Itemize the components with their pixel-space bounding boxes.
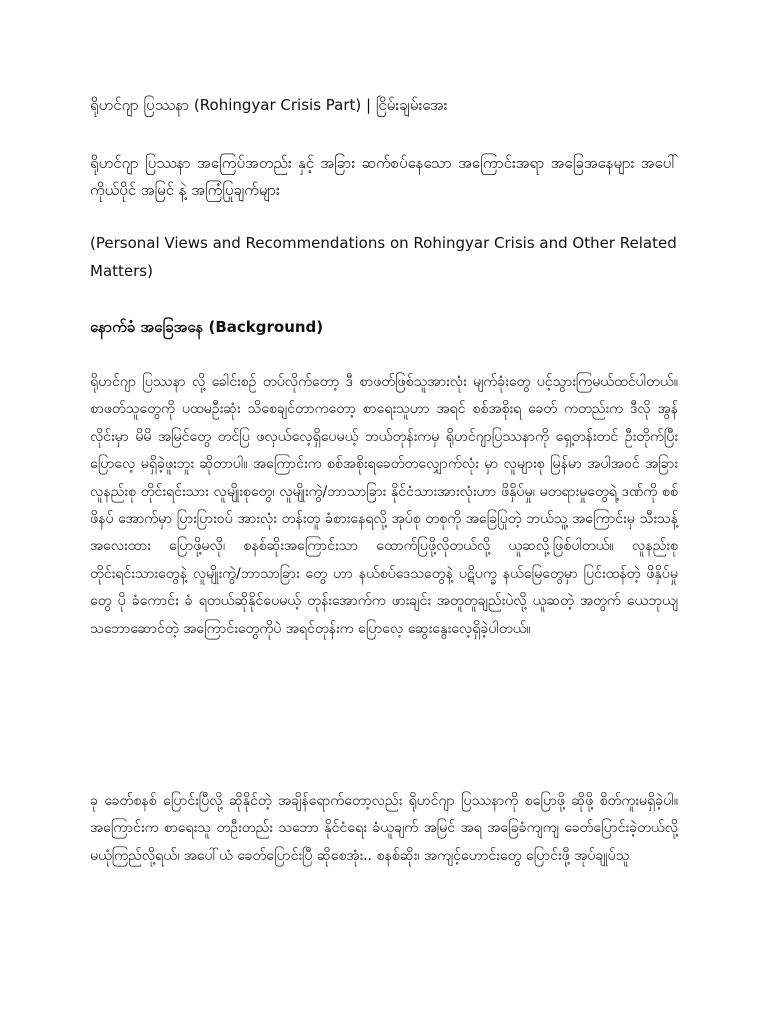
body-paragraph-1: ရိုဟင်ဂျာ ပြဿနာ လို့ ခေါင်းစဉ် တပ်လိုက်တော့ ဒီ စာဖတ်ဖြစ်သူအားလုံး မျက်ခုံးတွေ ပင့်သွားကြမယ်ထင်ပါတယ်။ စာဖတ်သူတွေကို ပထမဦးဆုံး သိစေချင်တာကတော့ စာရေးသူဟာ အရင် စစ်အစိုးရ ခေတ် ကတည်းက ဒီလို အွန်လိုင်းမှာ မိမိ အမြင်တွေ တင်ပြ ဖလှယ်လေ့ရှိပေမယ့် ဘယ်တုန်းကမှ ရိုဟင်ဂျာပြဿနာကို ရှေ့တန်းတင် ဦးတိုက်ပြီး ပြောလေ့ မရှိခဲ့ဖူးဘူး ဆိုတာပါ။ အကြောင်းက စစ်အစိုးရခေတ်တလျှောက်လုံး မှာ လူများစု မြန်မာ အပါအဝင် အခြား လူနည်းစု တိုင်းရင်းသား လူမျိုးစုတွေ၊ လူမျိုးကွဲ/ဘာသာခြား နိုင်ငံသားအားလုံးဟာ ဖိနှိပ်မှု၊ မတရားမှုတွေရဲ့ ဒဏ်ကို စစ်ဖိနပ် အောက်မှာ ပြားပြားဝပ် အားလုံး တန်းတူ ခံစားနေရလို့ အုပ်စု တစုကို အခြေပြုတဲ့ ဘယ်သူ့ အကြောင်းမှ သီးသန့် အလေးထား ပြောဖို့မလို၊ စနစ်ဆိုးအကြောင်းသာ ထောက်ပြဖို့လိုတယ်လို့ ယူဆလို့ဖြစ်ပါတယ်။ လူနည်းစု တိုင်းရင်းသားတွေနဲ့ လူမျိုးကွဲ/ဘာသာခြား တွေ ဟာ နယ်စပ်ဒေသတွေနဲ့ ပဋိပက္ခ နယ်မြေတွေမှာ ပြင်းထန်တဲ့ ဖိနှိပ်မှုတွေ ပို ခံကောင်း ခံ ရတယ်ဆိုနိုင်ပေမယ့် တုန်းအောက်က ဖားချင်း အတူတူချည်းပဲလို့ ယူဆတဲ့ အတွက် ယေဘုယျ သဘောဆောင်တဲ့ အကြောင်းတွေကိုပဲ အရင်တုန်းက ပြောလေ့ ဆွေးနွေးလေ့ရှိခဲ့ပါတယ်။ [90,374,678,637]
body-paragraph-2: ခု ခေတ်စနစ် ပြောင်းပြီလို့ ဆိုနိုင်တဲ့ အချိန်ရောက်တော့လည်း ရိုဟင်ဂျာ ပြဿနာကို စပြောဖို့ ဆိုဖို့ စိတ်ကူးမရှိခဲ့ပါ။ အကြောင်းက စာရေးသူ တဦးတည်း သဘော နိုင်ငံရေး ခံယူချက် အမြင် အရ အခြေခံကျကျ ခေတ်ပြောင်းခဲ့တယ်လို့ မယုံကြည်လို့ရယ်၊ အပေါ်ယံ ခေတ်ပြောင်းပြီ ဆိုစေအုံး.. စနစ်ဆိုး၊ အကျင့်ဟောင်းတွေ ပြောင်းဖို့ အုပ်ချုပ်သူ [90,793,678,864]
document-title: ရိုဟင်ဂျာ ပြဿနာ (Rohingyar Crisis Part) | ငြိမ်းချမ်းအေး [90,96,448,114]
subtitle-myanmar: ရိုဟင်ဂျာ ပြဿနာ အကြေပ်အတည်း နှင့် အခြား ဆက်စပ်နေသော အကြောင်းအရာ အခြေအနေများ အပေါ် ကိုယ်ပိုင် အမြင် နဲ့ အကြံပြုချက်များ [90,154,678,199]
subtitle-english: (Personal Views and Recommendations on Rohingyar Crisis and Other Related Matters) [90,234,677,280]
section-heading-background: နောက်ခံ အခြေအနေ (Background) [90,318,324,336]
